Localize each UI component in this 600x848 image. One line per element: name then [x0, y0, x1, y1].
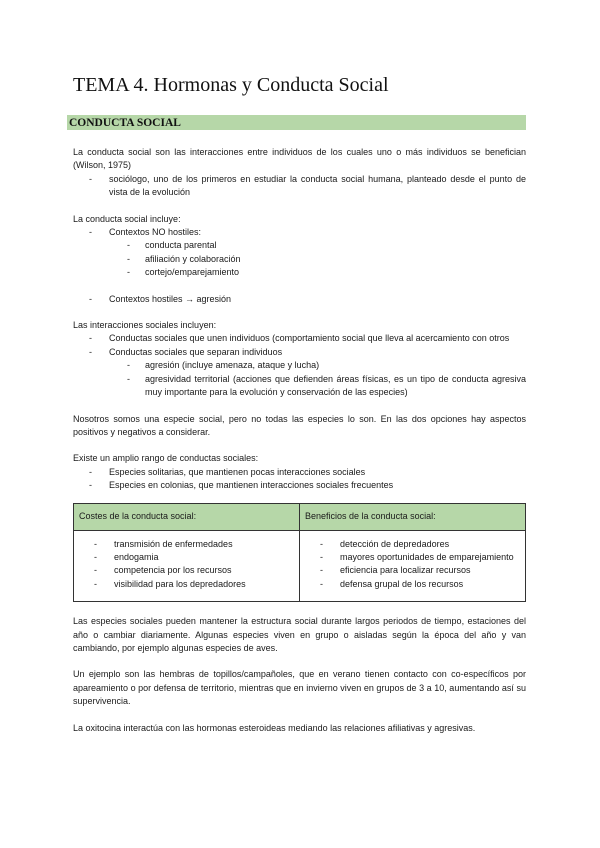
separate-list [109, 359, 526, 399]
list-item: - Especies en colonias, que mantienen interacciones sociales frecuentes [109, 479, 526, 492]
costs-cell [74, 530, 300, 602]
list-item: - visibilidad para los depredadores [114, 578, 294, 591]
list-item [109, 226, 526, 280]
interactions-heading: Las interacciones sociales incluyen: [73, 320, 217, 331]
interactions-list [73, 332, 526, 399]
list-item: - agresividad territorial (acciones que defienden áreas físicas, es un tipo de conducta agresiva muy importante para la evolución y conservación de las especies) [145, 373, 526, 400]
list-item: - Especies solitarias, que mantienen pocas interacciones sociales [109, 466, 526, 479]
list-item: - Contextos hostiles → agresión [109, 293, 526, 306]
list-item: - eficiencia para localizar recursos [340, 564, 520, 577]
list-item: - cortejo/emparejamiento [145, 266, 526, 279]
range-list [73, 466, 526, 493]
costs-header: Costes de la conducta social: [74, 503, 300, 530]
list-item: - detección de depredadores [340, 538, 520, 551]
list-item: - sociólogo, uno de los primeros en estudiar la conducta social humana, planteado desde el punto de vista de la evolución [109, 173, 526, 200]
benefits-list [305, 538, 520, 592]
costs-benefits-table [73, 503, 526, 603]
non-hostile-label: Contextos NO hostiles: [109, 227, 202, 238]
list-item: - transmisión de enfermedades [114, 538, 294, 551]
intro-paragraph: La conducta social son las interacciones entre individuos de los cuales uno o más individuos se benefician (Wilson, 1975) [73, 147, 526, 171]
benefits-cell [300, 530, 526, 602]
list-item [109, 346, 526, 400]
section-heading: CONDUCTA SOCIAL [69, 117, 181, 129]
list-item: - Conductas sociales que unen individuos (comportamiento social que lleva al acercamiento con otros [109, 332, 526, 345]
range-heading: Existe un amplio rango de conductas sociales: [73, 453, 259, 464]
non-hostile-list [109, 239, 526, 279]
separate-label: Conductas sociales que separan individuos [109, 346, 283, 357]
benefits-header: Beneficios de la conducta social: [300, 503, 526, 530]
list-item: - agresión (incluye amenaza, ataque y lucha) [145, 359, 526, 372]
includes-heading: La conducta social incluye: [73, 213, 181, 224]
costs-list [79, 538, 294, 592]
document-body [73, 146, 526, 735]
intro-list [73, 173, 526, 200]
example-paragraph: Un ejemplo son las hembras de topillos/campañoles, que en verano tienen contacto con co-específicos por apareamiento o por defensa de territorio, mientras que en invierno viven en grupos de 3 a 10, aumentando así su supervivencia. [73, 669, 526, 707]
oxytocin-paragraph: La oxitocina interactúa con las hormonas esteroideas mediando las relaciones afiliativas y agresivas. [73, 722, 476, 733]
includes-list [73, 226, 526, 280]
list-item: - conducta parental [145, 239, 526, 252]
list-item: - afiliación y colaboración [145, 253, 526, 266]
list-item: - endogamia [114, 551, 294, 564]
list-item: - mayores oportunidades de emparejamiento [340, 551, 520, 564]
list-item: - competencia por los recursos [114, 564, 294, 577]
hostile-list [73, 293, 526, 306]
species-paragraph: Nosotros somos una especie social, pero no todas las especies lo son. En las dos opciones hay aspectos positivos y negativos a considerar. [73, 413, 526, 437]
structure-paragraph: Las especies sociales pueden mantener la estructura social durante largos periodos de tiempo, estaciones del año o cambiar diariamente. Algunas especies viven en grupo o aisladas según la época del año y van cambiando, por ejemplo algunas especies de aves. [73, 616, 526, 653]
page-title: TEMA 4. Hormonas y Conducta Social [73, 74, 389, 96]
list-item: - defensa grupal de los recursos [340, 578, 520, 591]
